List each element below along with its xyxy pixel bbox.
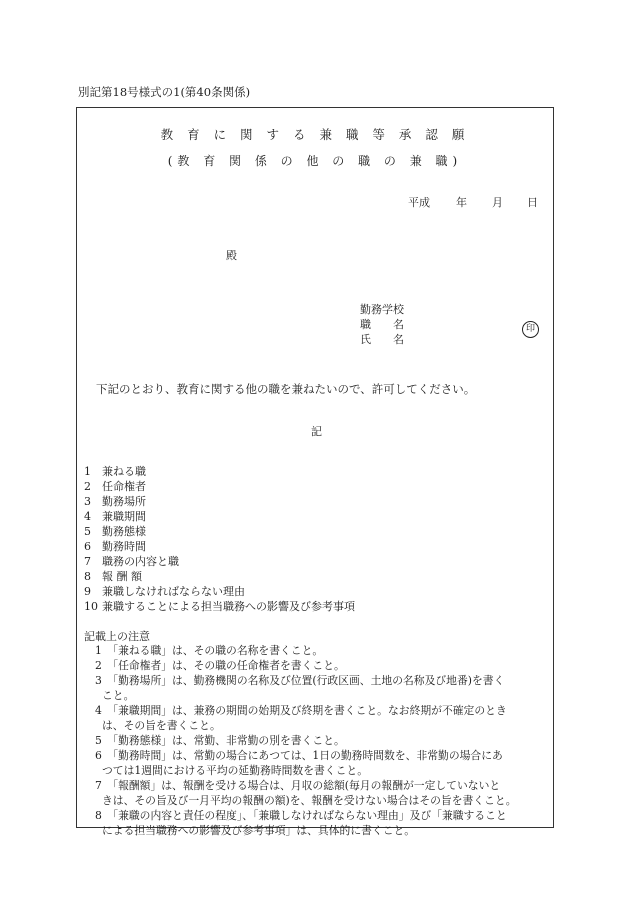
note-line: 1 「兼ねる職」は、その職の名称を書くこと。 xyxy=(95,644,324,657)
note-line: 7 「報酬額」は、報酬を受ける場合は、月収の総額(毎月の報酬が一定していないと xyxy=(95,779,501,792)
note-line: 3 「勤務場所」は、勤務機関の名称及び位置(行政区画、土地の名称及び地番)を書く xyxy=(95,674,505,687)
list-item: 8 報 酬 額 xyxy=(84,570,142,583)
note-line: による担当職務への影響及び参考事項」は、具体的に書くこと。 xyxy=(102,824,416,837)
month-label: 月 xyxy=(492,196,503,209)
year-label: 年 xyxy=(456,196,467,209)
note-line: 2 「任命権者」は、その職の任命権者を書くこと。 xyxy=(95,659,345,672)
notes-heading: 記載上の注意 xyxy=(84,630,150,643)
note-line: 6 「勤務時間」は、常勤の場合にあつては、1日の勤務時間数を、非常勤の場合にあ xyxy=(95,749,503,762)
position-label: 職 名 xyxy=(360,318,404,331)
list-item: 1 兼ねる職 xyxy=(84,465,146,478)
name-label: 氏 名 xyxy=(360,333,404,346)
request-text: 下記のとおり、教育に関する他の職を兼ねたいので、許可してください。 xyxy=(96,382,476,396)
list-item: 5 勤務態様 xyxy=(84,525,146,538)
note-line: つては1週間における平均の延勤務時間数を書くこと。 xyxy=(102,764,368,777)
note-line: こと。 xyxy=(102,689,135,702)
note-line: 4 「兼職期間」は、兼務の期間の始期及び終期を書くこと。なお終期が不確定のとき xyxy=(95,704,507,717)
note-line: きは、その旨及び一月平均の報酬の額)を、報酬を受けない場合はその旨を書くこと。 xyxy=(102,794,517,807)
form-identifier: 別記第18号様式の1(第40条関係) xyxy=(78,85,251,99)
school-label: 勤務学校 xyxy=(360,303,404,316)
seal-mark: 印 xyxy=(522,321,539,338)
note-line: 8 「兼職の内容と責任の程度」、「兼職しなければならない理由」及び「兼職すること xyxy=(95,809,507,822)
ki-heading: 記 xyxy=(311,425,322,438)
form-title: 教 育 に 関 す る 兼 職 等 承 認 願 xyxy=(160,127,470,142)
note-line: 5 「勤務態様」は、常勤、非常勤の別を書くこと。 xyxy=(95,734,345,747)
list-item: 2 任命権者 xyxy=(84,480,146,493)
day-label: 日 xyxy=(527,196,538,209)
era-label: 平成 xyxy=(408,196,430,209)
list-item: 4 兼職期間 xyxy=(84,510,146,523)
list-item: 9 兼職しなければならない理由 xyxy=(84,585,245,598)
list-item: 3 勤務場所 xyxy=(84,495,146,508)
list-item: 7 職務の内容と職 xyxy=(84,555,179,568)
addressee-suffix: 殿 xyxy=(226,249,237,262)
note-line: は、その旨を書くこと。 xyxy=(102,719,221,732)
form-subtitle: (教 育 関 係 の 他 の 職 の 兼 職) xyxy=(167,154,463,168)
list-item: 6 勤務時間 xyxy=(84,540,146,553)
list-item: 10 兼職することによる担当職務への影響及び参考事項 xyxy=(84,600,355,613)
